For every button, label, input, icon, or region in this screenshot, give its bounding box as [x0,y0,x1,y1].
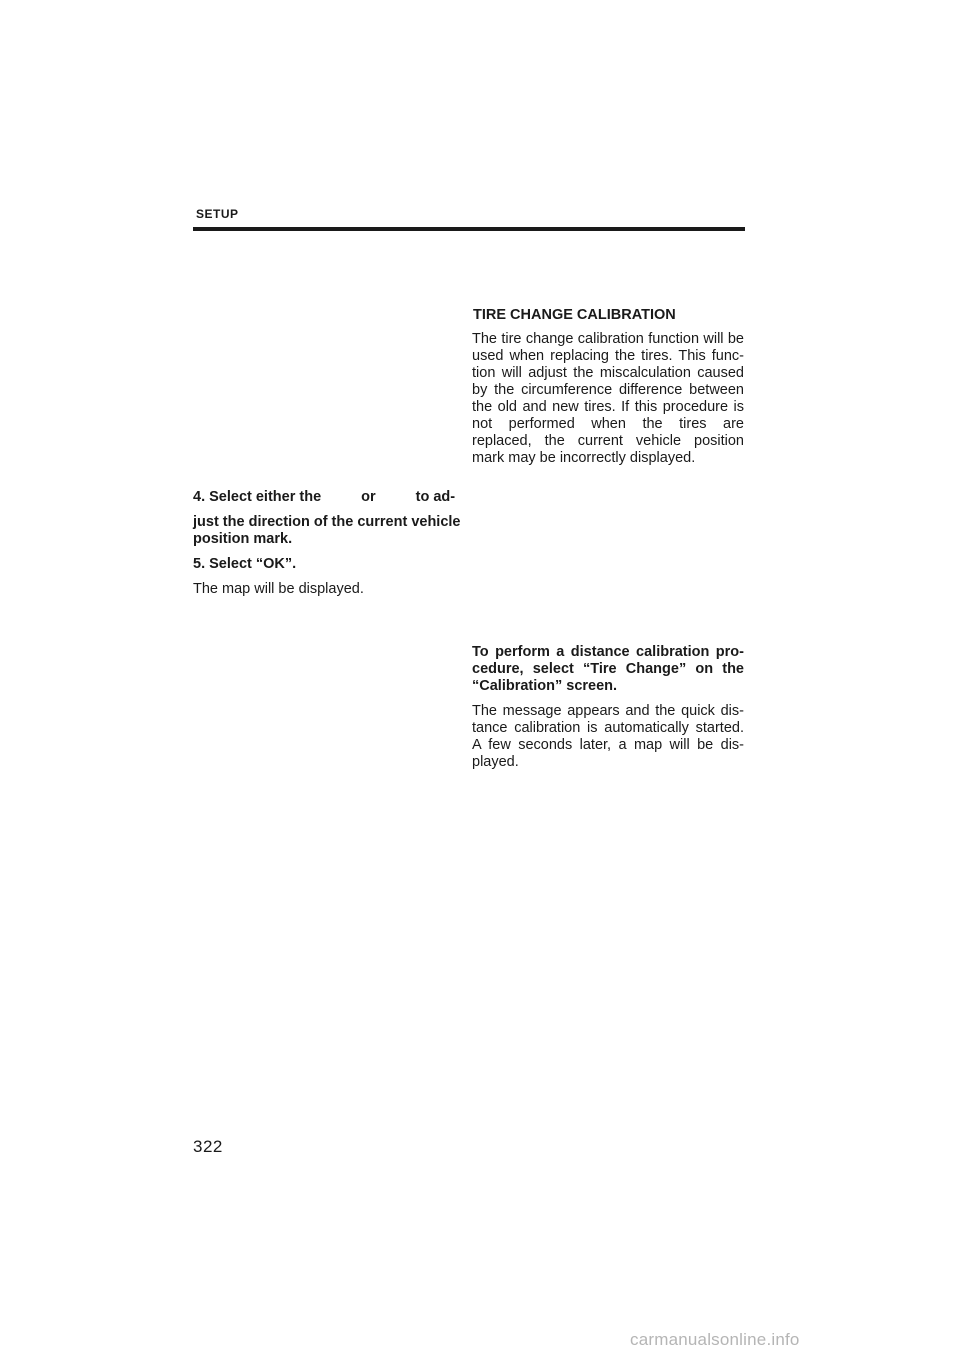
section-title: TIRE CHANGE CALIBRATION [473,307,676,323]
step-4-continuation: just the direction of the current vehicle position mark. [193,514,461,547]
watermark: carmanualsonline.info [630,1330,800,1349]
step-4-text-b: or [361,489,376,505]
left-column [193,489,461,598]
step-result: The map will be displayed. [193,581,364,597]
header-rule [193,227,745,231]
instruction-result: The message appears and the quick dis- tance calibration is automatically started. A few seconds later, a map will be dis- played. [472,703,744,770]
step-4-text-c: to ad- [415,489,456,505]
page-number: 322 [193,1137,223,1156]
step-5: 5. Select “OK”. [193,556,297,572]
step-4 [193,489,461,506]
step-4-text-a: 4. Select either the [193,489,322,505]
right-column-instruction-block [472,644,744,771]
section-header: SETUP [196,207,239,221]
right-column-intro-block [472,331,744,467]
intro-paragraph: The tire change calibration function will be used when replacing the tires. This func- tion will adjust the miscalculation caused by the circumference difference between the old and new tires. If this procedure is not performed when the tires are replaced, the current vehicle position mark may be incorrectly displayed. [472,331,744,466]
instruction-paragraph: To perform a distance calibration pro- cedure, select “Tire Change” on the “Calibration” screen. [472,644,744,694]
